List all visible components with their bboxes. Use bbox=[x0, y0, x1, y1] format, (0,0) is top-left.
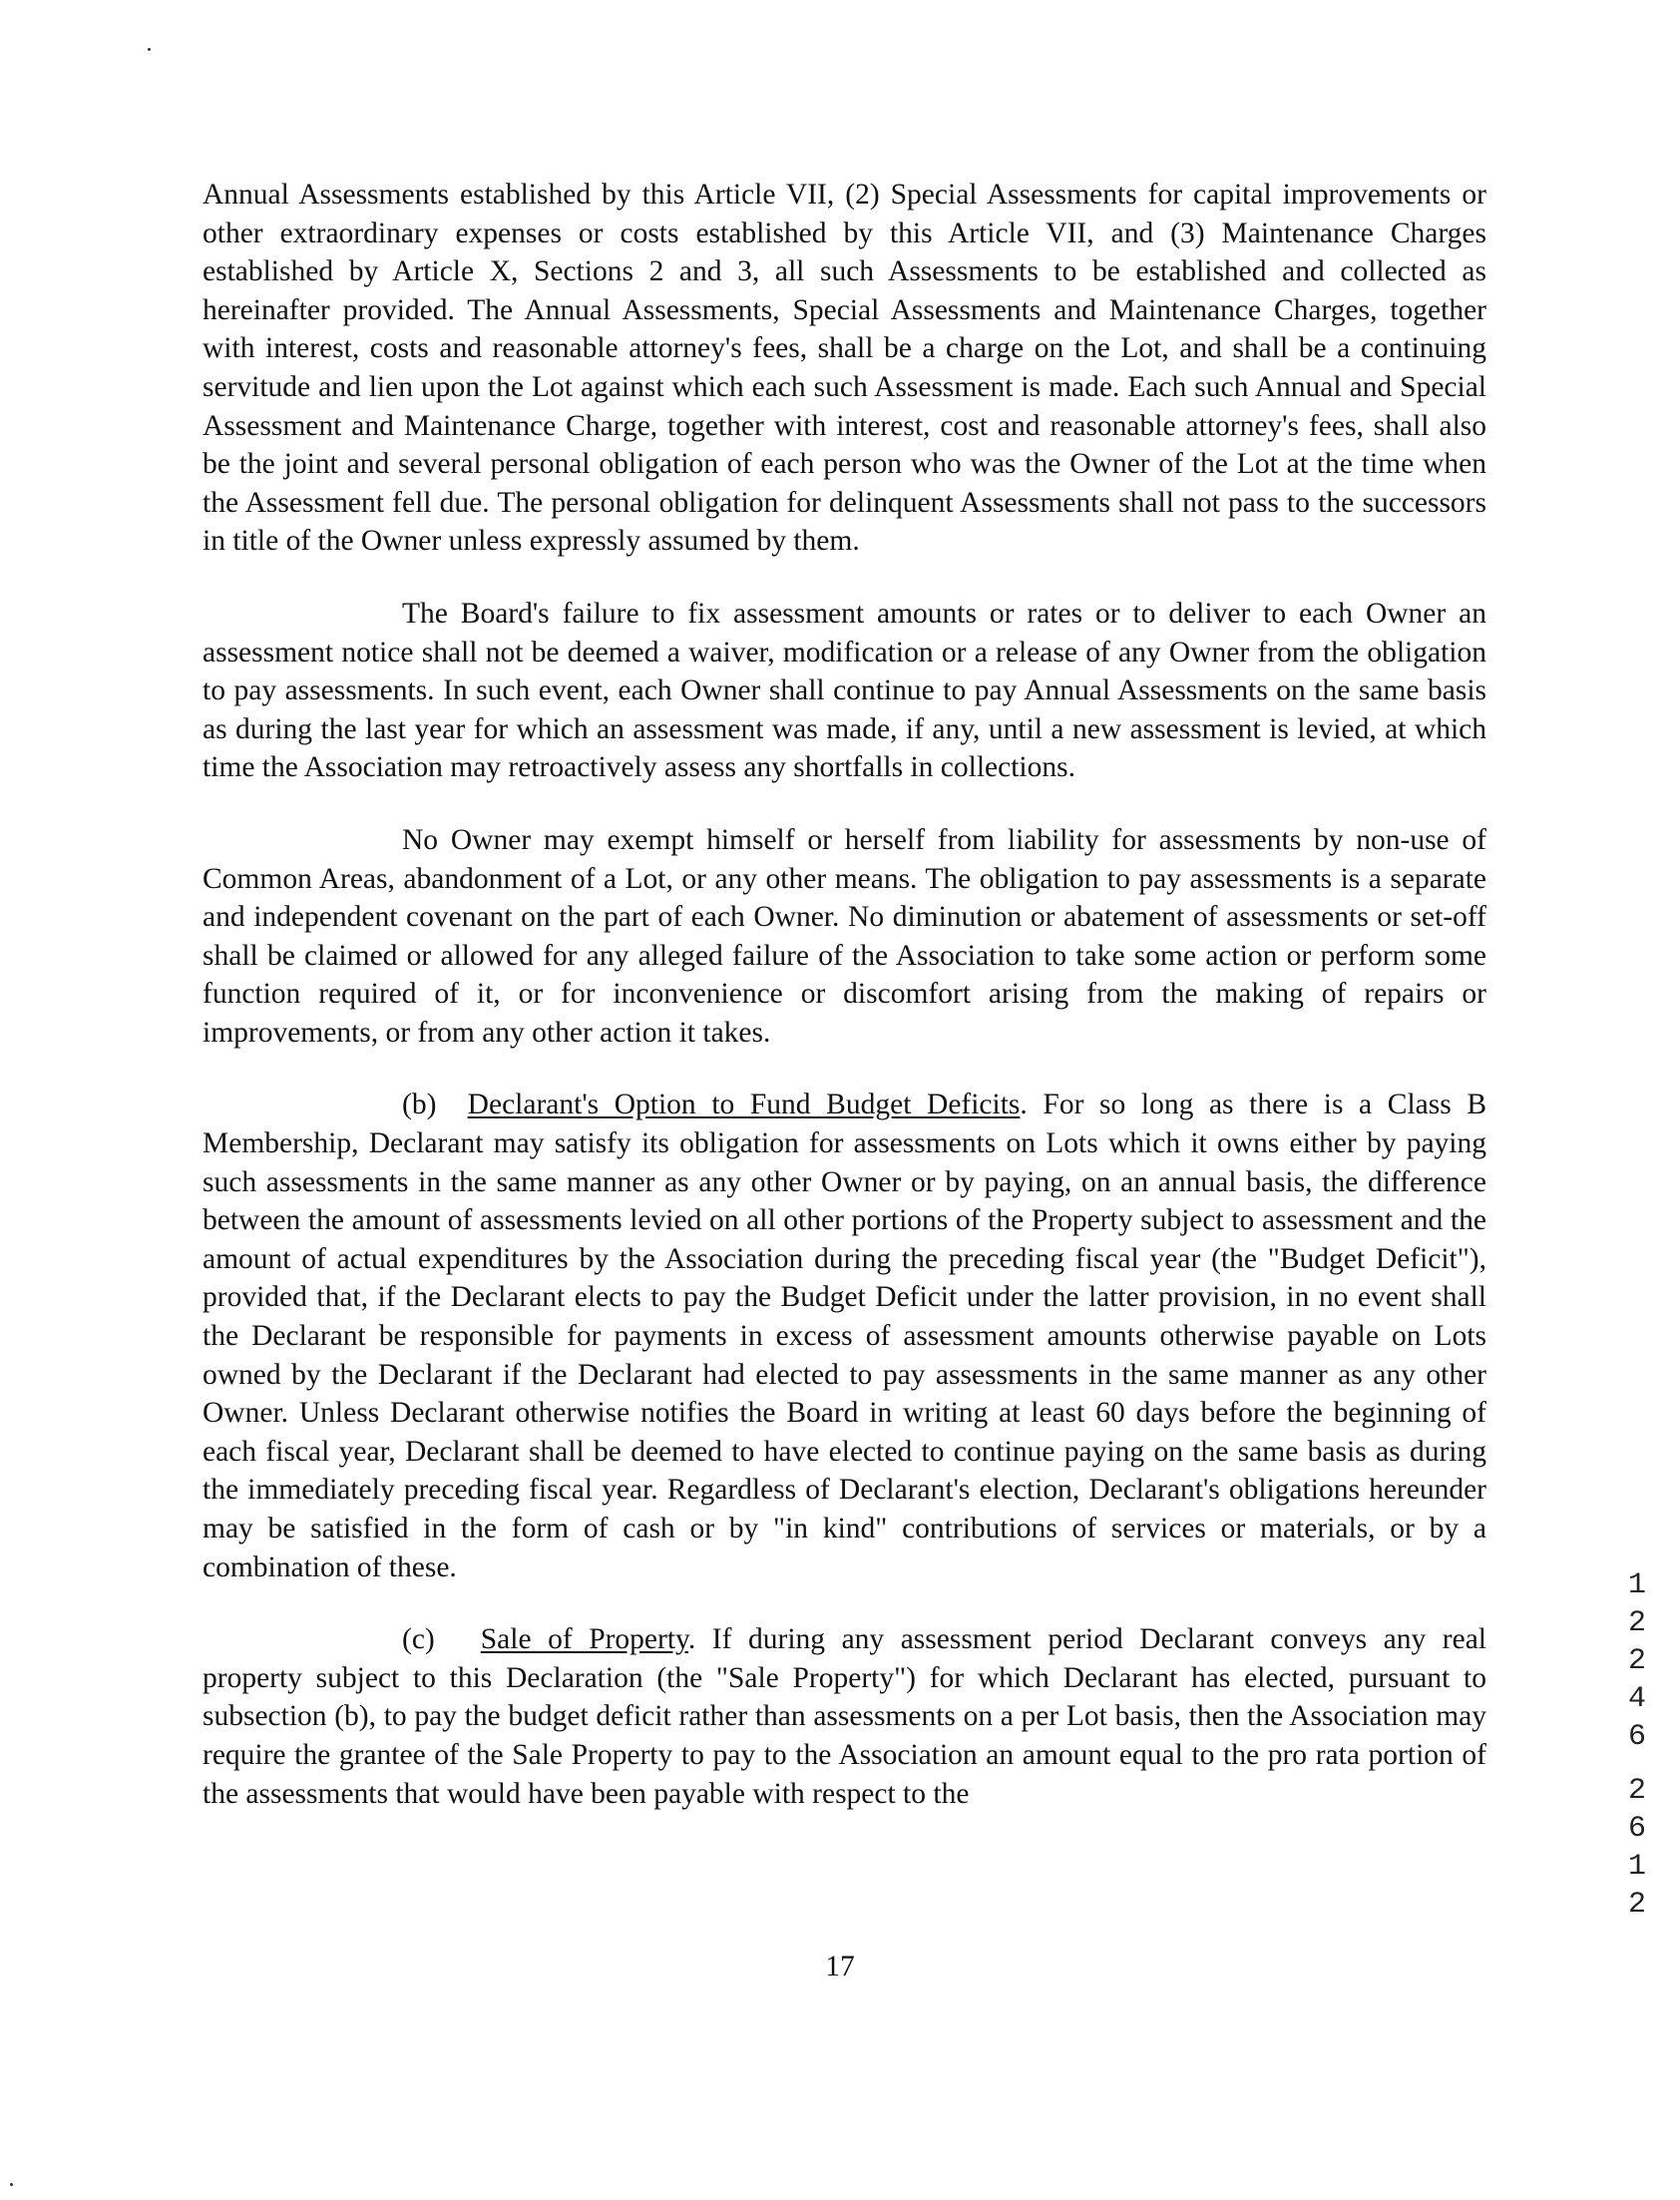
section-c-paragraph bbox=[203, 1620, 1486, 1813]
section-b-body: . For so long as there is a Class B Membership, Declarant may satisfy its obligation for assessments on Lots which it owns either by paying such assessments in the same manner as any other Owner or by paying, on an annual basis, the difference between the amount of assessments levied on all other portions of the Property subject to assessment and the amount of actual expenditures by the Association during the preceding fiscal year (the "Budget Deficit"), provided that, if the Declarant elects to pay the Budget Deficit under the latter provision, in no event shall the Declarant be responsible for payments in excess of assessment amounts otherwise payable on Lots owned by the Declarant if the Declarant had elected to pay assessments in the same manner as any other Owner. Unless Declarant otherwise notifies the Board in writing at least 60 days before the beginning of each fiscal year, Declarant shall be deemed to have elected to continue paying on the same basis as during the immediately preceding fiscal year. Regardless of Declarant's election, Declarant's obligations hereunder may be satisfied in the form of cash or by "in kind" contributions of services or materials, or by a combination of these. bbox=[203, 1089, 1487, 1583]
section-b-label: (b) bbox=[402, 1089, 437, 1121]
stamp-digit: 2 bbox=[1627, 1606, 1646, 1640]
paragraph-no-exemption: No Owner may exempt himself or herself from liability for assessments by non-use of Common Areas, abandonment of a Lot, or any other means. The obligation to pay assessments is a separate and independent covenant on the part of each Owner. No diminution or abatement of assessments or set-off shall be claimed or allowed for any alleged failure of the Association to take some action or perform some function required of it, or for inconvenience or discomfort arising from the making of repairs or improvements, or from any other action it takes. bbox=[203, 823, 1486, 1049]
paragraph-board-failure: The Board's failure to fix assessment amounts or rates or to deliver to each Owner an assessment notice shall not be deemed a waiver, modification or a release of any Owner from the obligation to pay assessments. In such event, each Owner shall continue to pay Annual Assessments on the same basis as during the last year for which an assessment was made, if any, until a new assessment is levied, at which time the Association may retroactively assess any shortfalls in collections. bbox=[203, 597, 1486, 784]
section-b-paragraph bbox=[203, 1086, 1486, 1586]
stamp-digit: 2 bbox=[1627, 1644, 1646, 1678]
side-recording-stamp bbox=[1622, 1566, 1652, 1924]
section-c-body: . If during any assessment period Declarant conveys any real property subject to this Declaration (the "Sale Property") for which Declarant has elected, pursuant to subsection (b), to pay the budget deficit rather than assessments on a per Lot basis, then the Association may require the grantee of the Sale Property to pay to the Association an amount equal to the pro rata portion of the assessments that would have been payable with respect to the bbox=[203, 1623, 1486, 1810]
paragraph-continuation: Annual Assessments established by this Article VII, (2) Special Assessments for capital improvements or other extraordinary expenses or costs established by this Article VII, and (3) Maintenance Charges established by Article X, Sections 2 and 3, all such Assessments to be established and collected as hereinafter provided. The Annual Assessments, Special Assessments and Maintenance Charges, together with interest, costs and reasonable attorney's fees, shall be a charge on the Lot, and shall be a continuing servitude and lien upon the Lot against which each such Assessment is made. Each such Annual and Special Assessment and Maintenance Charge, together with interest, cost and reasonable attorney's fees, shall also be the joint and several personal obligation of each person who was the Owner of the Lot at the time when the Assessment fell due. The personal obligation for delinquent Assessments shall not pass to the successors in title of the Owner unless expressly assumed by them. bbox=[203, 179, 1486, 558]
stamp-digit: 1 bbox=[1627, 1568, 1646, 1602]
section-c-label: (c) bbox=[402, 1623, 435, 1656]
scan-speck bbox=[148, 48, 151, 51]
section-b-heading: Declarant's Option to Fund Budget Deficits bbox=[467, 1089, 1021, 1121]
stamp-digit: 4 bbox=[1627, 1682, 1646, 1716]
stamp-digit: 6 bbox=[1627, 1720, 1646, 1754]
section-c-heading: Sale of Property bbox=[480, 1623, 688, 1656]
document-body bbox=[203, 176, 1486, 1813]
stamp-digit: 1 bbox=[1627, 1850, 1646, 1884]
scan-speck bbox=[10, 2183, 13, 2186]
stamp-digit: 6 bbox=[1627, 1812, 1646, 1846]
stamp-digit: 2 bbox=[1627, 1774, 1646, 1808]
stamp-digit: 2 bbox=[1627, 1888, 1646, 1922]
page-number: 17 bbox=[825, 1951, 855, 1982]
